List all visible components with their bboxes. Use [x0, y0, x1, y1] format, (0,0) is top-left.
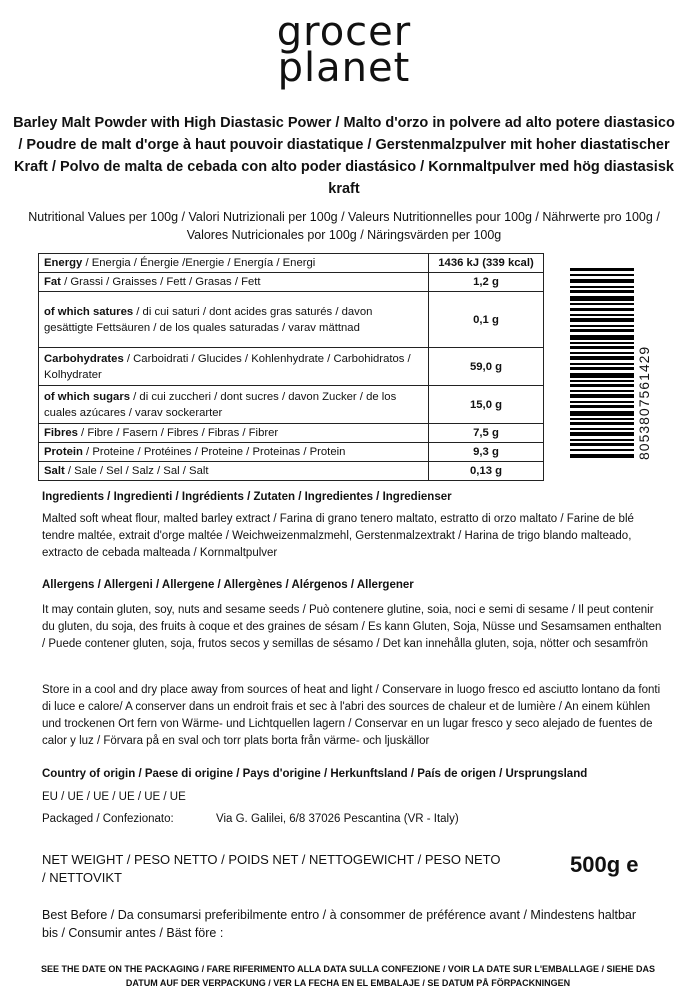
allergens-text: It may contain gluten, soy, nuts and sesame seeds / Può contenere glutine, soia, noci e semi di sesame / Il peut contenir du gluten, du soja, des fruits à coque et des graines de sésam / Es kann Gluten, Soja, Nüsse und Sesamsamen enthalten / Puede contener gluten, soja, frutos secos y semillas de sésamo / Det kan innehålla gluten, soja, nötter och sesamfrön	[42, 604, 662, 650]
nutrient-value: 7,5 g	[429, 424, 544, 443]
nutrient-translations: / Proteine / Protéines / Proteine / Proteinas / Protein	[82, 446, 346, 458]
nutrient-label: Protein	[44, 446, 83, 458]
nutrient-label: Carbohydrates	[44, 352, 124, 365]
nutrient-translations: / Energia / Énergie /Energie / Energía / Energi	[82, 257, 316, 269]
storage-text: Store in a cool and dry place away from sources of heat and light / Conservare in luogo fresco ed asciutto lontano da fonti di luce e calore/ A conserver dans un endroit frais et sec à l'abri des sources de chaleur et de lumière / An einem kühlen und trockenen Ort fern von Wärme- und Lichtquellen lagern / Conservar en un lugar fresco y seco alejado de fuentes de calor y luz / Förvara på en sval och torr plats borta från värme- och ljuskällor	[42, 684, 661, 747]
net-weight-label: NET WEIGHT / PESO NETTO / POIDS NET / NETTOGEWICHT / PESO NETO / NETTOVIKT	[42, 852, 501, 885]
nutrition-table	[38, 253, 544, 481]
barcode-bars	[570, 268, 634, 458]
packaged-line	[42, 811, 662, 828]
product-title: Barley Malt Powder with High Diastasic Power / Malto d'orzo in polvere ad alto potere diastasico / Poudre de malt d'orge à haut pouvoir diastatique / Gerstenmalzpulver mit hoher diastatischer Kraft / Polvo de malta de cebada con alto poder diastásico / Kornmaltpulver med hög diastasisk kraft	[13, 115, 675, 197]
barcode	[570, 268, 634, 458]
footer-note: SEE THE DATE ON THE PACKAGING / FARE RIFERIMENTO ALLA DATA SULLA CONFEZIONE / VOIR LA DATE SUR L'EMBALLAGE / SIEHE DAS DATUM AUF DER VERPACKUNG / VER LA FECHA EN EL EMBALAJE / SE DATUM PÅ FÖRPACKNINGEN	[41, 964, 655, 988]
best-before-text: Best Before / Da consumarsi preferibilmente entro / à consommer de préférence avant / Mindestens haltbar bis / Consumir antes / Bäst före :	[42, 908, 637, 940]
nutrient-translations: / di cui zuccheri / dont sucres / davon Zucker / de los cuales azúcares / varav sockerarter	[44, 390, 397, 419]
nutrition-row-protein	[39, 443, 544, 462]
nutrient-label: of which sugars	[44, 390, 130, 403]
nutrient-value: 1436 kJ (339 kcal)	[429, 254, 544, 273]
allergens-heading: Allergens / Allergeni / Allergene / Allergènes / Alérgenos / Allergener	[42, 579, 414, 591]
nutrition-row-salt	[39, 462, 544, 481]
nutrition-row-saturates	[39, 292, 544, 348]
brand-logo-line2: planet	[277, 45, 411, 91]
origin-value: EU / UE / UE / UE / UE / UE	[42, 791, 186, 803]
nutrient-label: Fat	[44, 276, 61, 288]
brand-logo-line1: grocer	[276, 9, 412, 55]
packaged-label: Packaged / Confezionato:	[42, 813, 174, 825]
nutrient-value: 0,1 g	[429, 292, 544, 348]
nutrition-row-carbohydrates	[39, 348, 544, 386]
nutrient-translations: / di cui saturi / dont acides gras saturés / davon gesättigte Fettsäuren / de los quales saturadas / varav mättnad	[44, 305, 373, 334]
nutrient-value: 15,0 g	[429, 386, 544, 424]
packaged-address: Via G. Galilei, 6/8 37026 Pescantina (VR - Italy)	[216, 813, 459, 825]
net-weight-value: 500g e	[570, 852, 639, 877]
nutrient-value: 9,3 g	[429, 443, 544, 462]
nutrient-label: of which satures	[44, 305, 134, 318]
nutrition-row-energy	[39, 254, 544, 273]
nutrient-value: 1,2 g	[429, 273, 544, 292]
barcode-number	[636, 300, 654, 460]
nutrient-label: Fibres	[44, 427, 78, 439]
nutrition-row-sugars	[39, 386, 544, 424]
nutrient-translations: / Fibre / Fasern / Fibres / Fibras / Fibrer	[77, 427, 279, 439]
nutrient-value: 59,0 g	[429, 348, 544, 386]
nutrient-label: Energy	[44, 257, 83, 269]
nutrition-heading: Nutritional Values per 100g / Valori Nutrizionali per 100g / Valeurs Nutritionnelles pour 100g / Nährwerte pro 100g / Valores Nutricionales por 100g / Näringsvärden per 100g	[28, 210, 660, 242]
nutrient-value: 0,13 g	[429, 462, 544, 481]
nutrient-translations: / Sale / Sel / Salz / Sal / Salt	[64, 465, 209, 477]
ingredients-heading: Ingredients / Ingredienti / Ingrédients / Zutaten / Ingredientes / Ingredienser	[42, 491, 452, 503]
nutrient-translations: / Grassi / Graisses / Fett / Grasas / Fett	[60, 276, 261, 288]
nutrition-row-fibres	[39, 424, 544, 443]
nutrient-label: Salt	[44, 465, 65, 477]
ingredients-text: Malted soft wheat flour, malted barley extract / Farina di grano tenero maltato, estratto di orzo maltato / Farine de blé tendre maltée, extrait d'orge maltée / Weichweizenmalzmehl, Gerstenmalzextrakt / Harina de trigo blando malteado, extracto de cebada malteada / Kornmaltpulver	[42, 513, 634, 559]
barcode-number-text: 8053807561429	[636, 345, 652, 460]
origin-heading: Country of origin / Paese di origine / Pays d'origine / Herkunftsland / País de origen / Ursprungsland	[42, 768, 588, 780]
nutrition-row-fat	[39, 273, 544, 292]
nutrient-translations: / Carboidrati / Glucides / Kohlenhydrate / Carbohidratos / Kolhydrater	[44, 352, 411, 381]
